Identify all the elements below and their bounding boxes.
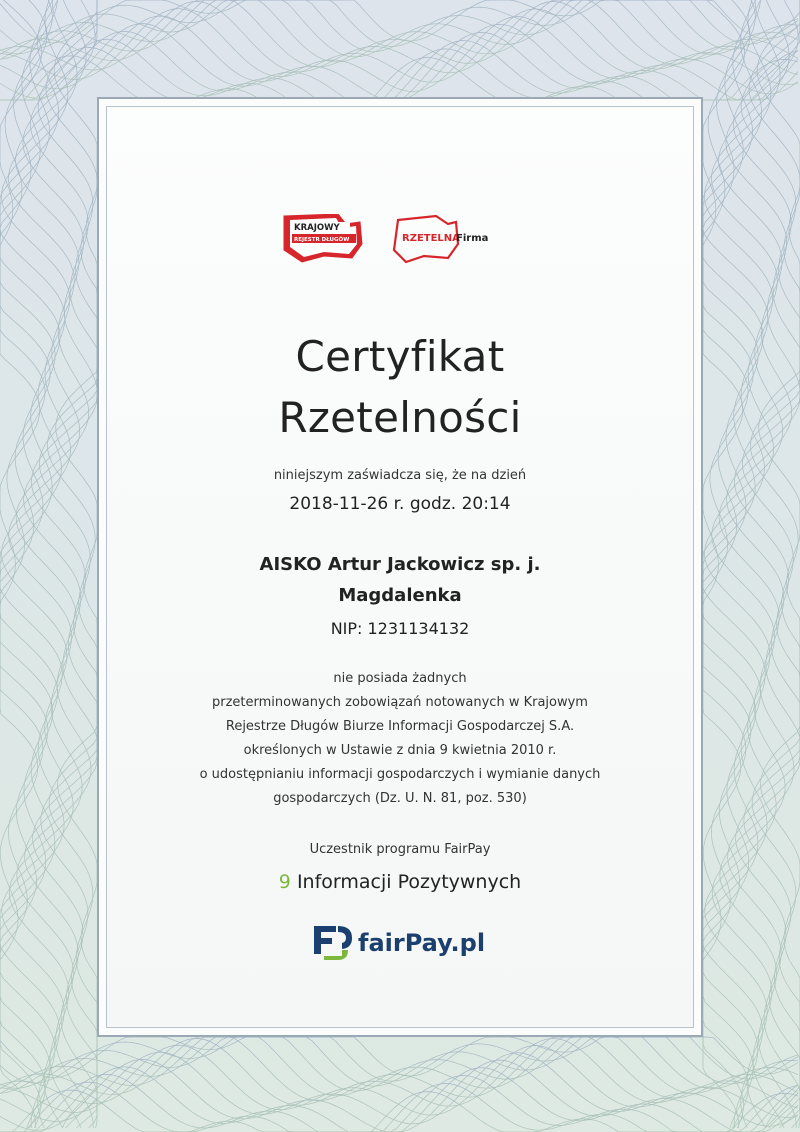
company-city: Magdalenka (338, 585, 462, 606)
fairpay-logo (106, 918, 694, 962)
logo-row (106, 214, 694, 264)
statement-line: Rejestrze Długów Biurze Informacji Gospodarczej S.A. (225, 719, 575, 734)
issue-date: 2018-11-26 r. godz. 20:14 (289, 494, 511, 514)
fairpay-program-text: Uczestnik programu FairPay (309, 842, 491, 857)
statement-line: o udostępnianiu informacji gospodarczych i wymianie danych (199, 767, 601, 782)
fairpay-icon (314, 926, 352, 960)
firma-word: Firma (456, 233, 489, 244)
fairpay-wordmark: fairPay.pl (358, 929, 486, 957)
statement-line: gospodarczych (Dz. U. N. 81, poz. 530) (273, 791, 527, 806)
statement-line: przeterminowanych zobowiązań notowanych w Krajowym (212, 695, 588, 710)
statement-line: nie posiada żadnych (333, 671, 467, 686)
intro-text: niniejszym zaświadcza się, że na dzień (273, 468, 527, 483)
krd-logo (284, 214, 362, 262)
certificate-title-line1: Certyfikat (295, 332, 505, 381)
positive-label: Informacji Pozytywnych (296, 871, 522, 893)
positive-info (106, 871, 694, 893)
rzetelna-firma-logo (394, 216, 488, 262)
company-nip: NIP: 1231134132 (330, 619, 470, 638)
positive-count: 9 (278, 871, 291, 893)
company-name: AISKO Artur Jackowicz sp. j. (259, 554, 541, 575)
certificate-title-line2: Rzetelności (278, 393, 522, 442)
krd-logo-line1: KRAJOWY (294, 223, 340, 233)
statement-line: określonych w Ustawie z dnia 9 kwietnia 2010 r. (243, 743, 557, 758)
krd-logo-line2: REJESTR DŁUGÓW (294, 237, 350, 243)
rzetelna-word: RZETELNA (402, 233, 460, 244)
